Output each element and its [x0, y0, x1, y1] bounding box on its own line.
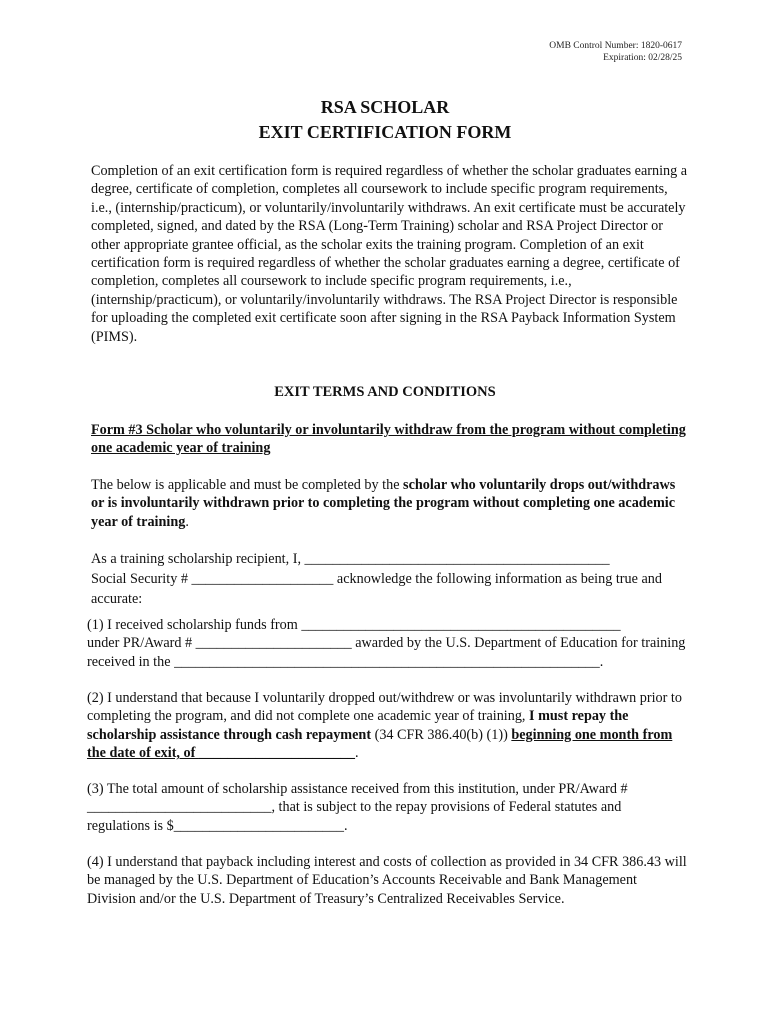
recipient-name-field[interactable]: ___________________________________________: [304, 551, 610, 567]
intro-paragraph: Completion of an exit certification form is required regardless of whether the scholar graduates earning a degree, certificate of completion, completes all coursework to include specific program requirements, i.e., (internship/practicum), or voluntarily/involuntarily withdraws. An exit certificate must be accurately completed, signed, and dated by the RSA (Long-Term Training) scholar and RSA Project Director or other appropriate grantee official, as the scholar exits the training program. Completion of an exit certification form is required regardless of whether the scholar graduates earning a degree, certificate of completion, completes all coursework to include specific program requirements, i.e., (internship/practicum), or voluntarily/involuntarily withdraws. The RSA Project Director is responsible for uploading the completed exit certificate soon after signing in the RSA Payback Information System (PIMS).: [91, 163, 688, 345]
pr-award-field[interactable]: ______________________: [195, 635, 352, 652]
omb-info: [549, 40, 682, 64]
item2-text-2: (34 CFR 386.40(b) (1)): [371, 726, 512, 743]
item1-text-3: awarded by the U.S. Department of Education for training received in the: [87, 635, 686, 670]
omb-control-number: OMB Control Number: 1820-0617: [549, 41, 682, 51]
applicable-prefix: The below is applicable and must be completed by the: [91, 477, 404, 493]
item2-bold: I must repay the scholarship assistance through cash repayment: [87, 708, 629, 743]
expiration-date: Expiration: 02/28/25: [603, 53, 682, 63]
item2-text-1: (2) I understand that because I voluntarily dropped out/withdrew or was involuntarily withdrawn prior to completing the program, and did not complete one academic year of training,: [87, 690, 682, 725]
item1-text-2: under PR/Award #: [87, 635, 196, 652]
item3-award-field[interactable]: __________________________: [87, 799, 272, 816]
document-title: [0, 95, 770, 145]
applicable-paragraph: [91, 476, 691, 531]
funds-source-field[interactable]: _____________________________________________: [301, 617, 621, 633]
title-line-2: EXIT CERTIFICATION FORM: [258, 122, 512, 142]
exit-date-field[interactable]: ______________________: [198, 745, 355, 762]
form-heading: Form #3 Scholar who voluntarily or involuntarily withdraw from the program without completing one academic year of training: [91, 422, 686, 457]
item3-text-2: , that is subject to the repay provisions of Federal statutes and regulations is $: [87, 799, 622, 834]
title-line-1: RSA SCHOLAR: [320, 97, 450, 117]
recipient-text-3: acknowledge the following information as being true and accurate:: [91, 571, 662, 607]
item-1-paragraph: [87, 616, 687, 671]
amount-field[interactable]: ________________________: [173, 817, 344, 834]
item1-text-4: .: [599, 653, 604, 670]
item2-bold-underline: beginning one month from the date of exit, of: [87, 726, 673, 762]
item3-text-3: .: [343, 817, 348, 834]
terms-heading: EXIT TERMS AND CONDITIONS: [274, 384, 496, 400]
recipient-text-1: As a training scholarship recipient, I,: [91, 551, 305, 567]
item-4-paragraph: (4) I understand that payback including interest and costs of collection as provided in 34 CFR 386.43 will be managed by the U.S. Department of Education’s Accounts Receivable and Bank Management Division and/or the U.S. Department of Treasury’s Centralized Receivables Service.: [87, 854, 687, 907]
item1-text-1: (1) I received scholarship funds from: [87, 617, 302, 633]
item2-text-3: .: [354, 745, 359, 762]
recipient-paragraph: [91, 549, 691, 609]
applicable-bold: scholar who voluntarily drops out/withdraws or is involuntarily withdrawn prior to completing the program without completing one academic year of training: [91, 477, 676, 530]
item3-text-1: (3) The total amount of scholarship assistance received from this institution, under PR/Award #: [87, 781, 628, 797]
training-field[interactable]: ____________________________________________________________: [174, 653, 600, 670]
ssn-field[interactable]: ____________________: [191, 571, 334, 587]
recipient-text-2: Social Security #: [91, 571, 192, 587]
applicable-suffix: .: [185, 513, 189, 530]
item-2-paragraph: [87, 689, 687, 763]
item-3-paragraph: [87, 780, 687, 835]
